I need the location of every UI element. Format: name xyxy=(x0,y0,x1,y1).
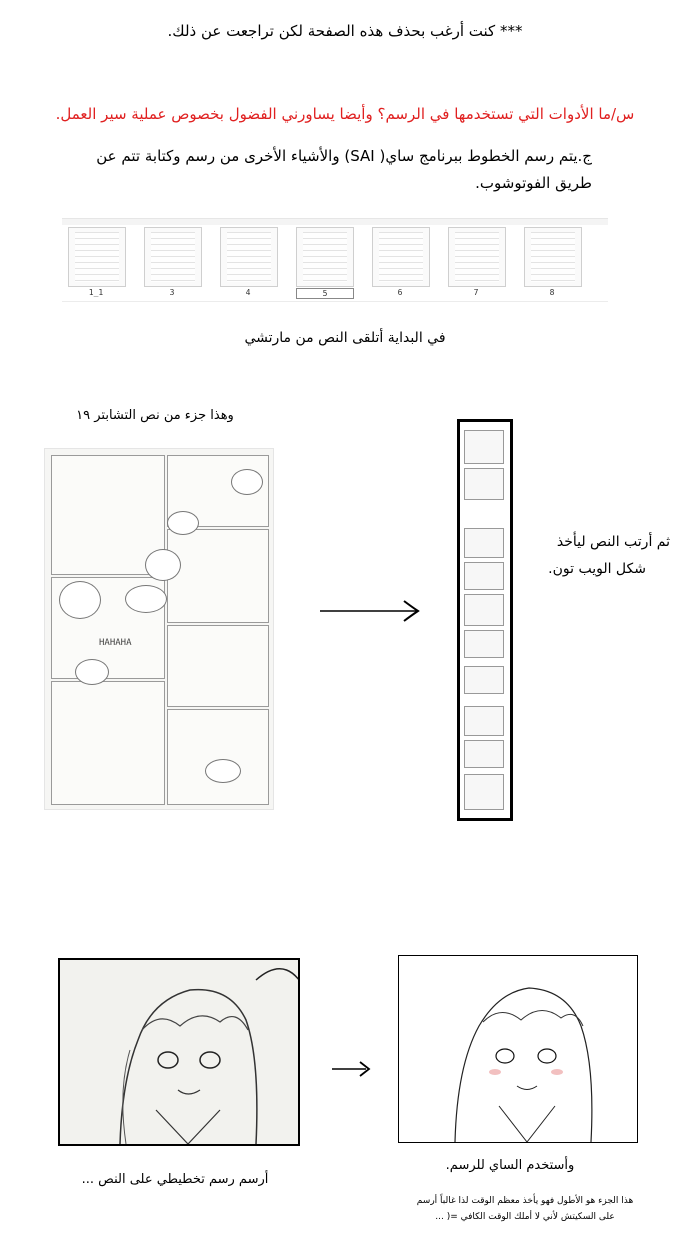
note-line-1: هذا الجزء هو الأطول فهو يأخذ معظم الوقت لذا غالباً أرسم xyxy=(416,1196,634,1206)
lineart-character-drawing xyxy=(399,956,637,1142)
comic-panel xyxy=(167,529,269,623)
thumbnail-preview xyxy=(151,232,195,282)
note-line-2: على السكيتش لأني لا أملك الوقت الكافي =( ... xyxy=(435,1212,615,1222)
question-text: س/ما الأدوات التي تستخدمها في الرسم؟ وأيضا يساورني الفضول بخصوص عملية سير العمل. xyxy=(55,105,635,123)
thumbnail-preview xyxy=(303,232,347,282)
webtoon-panel xyxy=(464,594,504,626)
thumbnail-preview xyxy=(379,232,423,282)
speech-bubble xyxy=(231,469,263,495)
answer-line-1: ج.يتم رسم الخطوط ببرنامج ساي( SAI) والأشياء الأخرى من رسم وكتابة تتم عن xyxy=(96,147,592,165)
arrow-right-icon xyxy=(330,1058,372,1080)
thumbnail-preview xyxy=(531,232,575,282)
webtoon-panel xyxy=(464,740,504,768)
sai-caption: وأستخدم الساي للرسم. xyxy=(445,1158,575,1173)
page-thumbnail[interactable] xyxy=(372,227,430,287)
page-thumbnail[interactable] xyxy=(68,227,126,287)
arrange-caption-line-2: شكل الويب تون. xyxy=(548,561,646,577)
chapter-part-caption: وهذا جزء من نص التشابتر ١٩ xyxy=(76,408,234,423)
speech-bubble xyxy=(145,549,181,581)
sketch-caption: أرسم رسم تخطيطي على النص ... xyxy=(81,1172,269,1187)
speech-bubble xyxy=(205,759,241,783)
intro-note: *** كنت أرغب بحذف هذه الصفحة لكن تراجعت عن ذلك. xyxy=(167,22,523,40)
page-thumbnail[interactable] xyxy=(296,227,354,287)
webtoon-panel xyxy=(464,468,504,500)
speech-bubble xyxy=(75,659,109,685)
webtoon-panel xyxy=(464,630,504,658)
answer-line-2: طريق الفوتوشوب. xyxy=(475,174,592,192)
comic-panel xyxy=(167,709,269,805)
webtoon-panel xyxy=(464,430,504,464)
thumbnail-preview xyxy=(227,232,271,282)
speech-bubble xyxy=(125,585,167,613)
arrow-right-icon xyxy=(318,596,422,626)
page-thumbnail[interactable] xyxy=(524,227,582,287)
comic-panel xyxy=(167,625,269,707)
thumbnail-preview xyxy=(455,232,499,282)
webtoon-panel xyxy=(464,666,504,694)
comic-panel xyxy=(51,681,165,805)
thumbnail-label[interactable]: 4 xyxy=(245,288,251,297)
clean-lineart-panel xyxy=(398,955,638,1143)
webtoon-strip xyxy=(457,419,513,821)
page-thumbnail[interactable] xyxy=(448,227,506,287)
webtoon-panel xyxy=(464,528,504,558)
thumbnail-label[interactable]: 3 xyxy=(169,288,175,297)
strip-header xyxy=(62,219,608,225)
webtoon-panel xyxy=(464,774,504,810)
speech-bubble xyxy=(167,511,199,535)
file-thumbnail-strip xyxy=(62,218,608,302)
sketch-character-drawing xyxy=(60,960,298,1144)
webtoon-panel xyxy=(464,562,504,590)
page-thumbnail[interactable] xyxy=(220,227,278,287)
thumbnail-label[interactable]: 6 xyxy=(397,288,403,297)
webtoon-panel xyxy=(464,706,504,736)
speech-bubble xyxy=(59,581,101,619)
arrange-caption-line-1: ثم أرتب النص ليأخذ xyxy=(556,534,670,550)
thumbnail-label[interactable]: 7 xyxy=(473,288,479,297)
pencil-sketch-panel xyxy=(58,958,300,1146)
chapter-script-page xyxy=(44,448,274,810)
thumbnail-label[interactable]: 8 xyxy=(549,288,555,297)
thumbnail-preview xyxy=(75,232,119,282)
thumbnail-label[interactable]: 5 xyxy=(296,288,354,299)
beginning-caption: في البداية أتلقى النص من مارتشي xyxy=(244,330,446,346)
thumbnail-label[interactable]: 1_1 xyxy=(88,288,104,297)
laugh-text: HAHAHA xyxy=(99,638,132,648)
page-thumbnail[interactable] xyxy=(144,227,202,287)
